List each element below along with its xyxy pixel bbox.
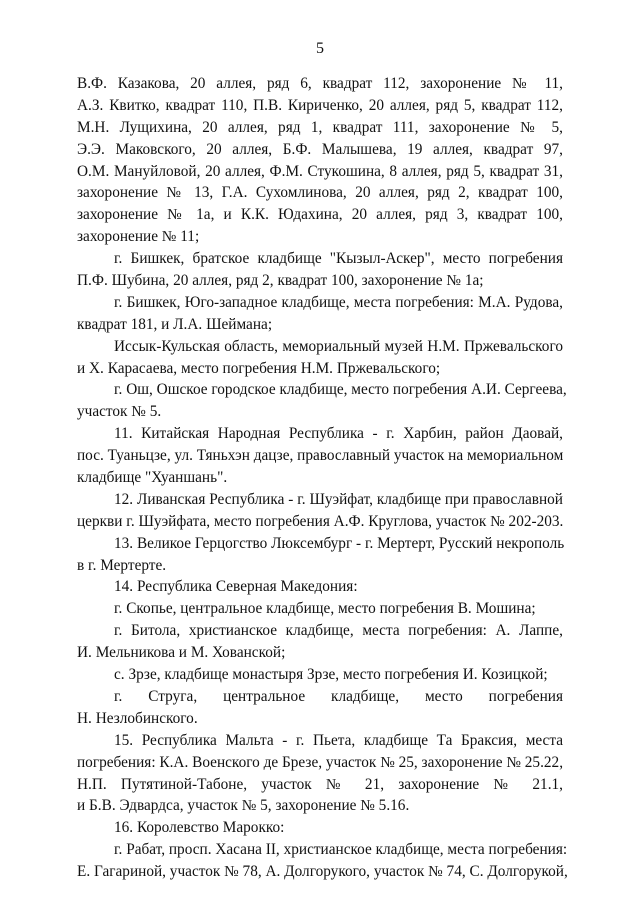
paragraph (77, 576, 563, 598)
paragraph (77, 620, 563, 664)
paragraph (77, 73, 563, 248)
text-line: с. Зрзе, кладбище монастыря Зрзе, место погребения И. Козицкой; (114, 666, 548, 684)
text-line: 16. Королевство Марокко: (114, 819, 285, 837)
paragraph (77, 598, 563, 620)
text-line: О.М. Мануйловой, 20 аллея, Ф.М. Стукошина, 8 аллея, ряд 5, квадрат 31, (77, 162, 563, 180)
text-line: церкви г. Шуэйфата, место погребения А.Ф. Круглова, участок № 202-203. (77, 512, 564, 530)
text-line: и Х. Карасаева, место погребения Н.М. Пржевальского; (77, 359, 441, 377)
text-line: П.Ф. Шубина, 20 аллея, ряд 2, квадрат 100, захоронение № 1а; (77, 272, 484, 290)
paragraph (77, 248, 563, 292)
paragraph (77, 379, 567, 423)
text-line: А.З. Квитко, квадрат 110, П.В. Кириченко, 20 аллея, ряд 5, квадрат 112, (77, 96, 563, 114)
paragraph (77, 336, 563, 380)
paragraph (77, 664, 563, 686)
text-line: в г. Мертерте. (77, 556, 167, 574)
text-line: Иссык-Кульская область, мемориальный музей Н.М. Пржевальского (114, 337, 563, 355)
text-line: г. Бишкек, Юго-западное кладбище, места погребения: М.А. Рудова, (114, 293, 563, 311)
text-line: квадрат 181, и Л.А. Шеймана; (77, 315, 273, 333)
text-line: 14. Республика Северная Македония: (114, 578, 358, 596)
text-line: г. Битола, христианское кладбище, места погребения: А. Лаппе, (114, 622, 563, 640)
text-line: участок № 5. (77, 403, 162, 421)
text-line: Е. Гагариной, участок № 78, А. Долгорукого, участок № 74, С. Долгорукой, (77, 863, 568, 881)
text-line: пос. Туаньцзе, ул. Тяньхэн дацзе, православный участок на мемориальном (77, 447, 564, 465)
text-line: и Б.В. Эдвардса, участок № 5, захоронение № 5.16. (77, 797, 410, 815)
text-line: 13. Великое Герцогство Люксембург - г. Мертерт, Русский некрополь (114, 534, 565, 552)
text-line: 12. Ливанская Республика - г. Шуэйфат, кладбище при православной (114, 490, 563, 508)
paragraph (77, 292, 563, 336)
text-line: М.Н. Лущихина, 20 аллея, ряд 1, квадрат 111, захоронение № 5, (77, 118, 563, 136)
paragraph (77, 533, 563, 577)
text-line: захоронение № 1а, и К.К. Юдахина, 20 аллея, ряд 3, квадрат 100, (77, 206, 563, 224)
paragraph (77, 423, 563, 489)
text-line: Э.Э. Маковского, 20 аллея, Б.Ф. Малышева, 19 аллея, квадрат 97, (77, 140, 563, 158)
text-line: погребения: К.А. Военского де Брезе, участок № 25, захоронение № 25.22, (77, 753, 564, 771)
text-line: захоронение № 11; (77, 228, 200, 246)
text-line: г. Скопье, центральное кладбище, место погребения В. Мошина; (114, 600, 536, 618)
text-line: кладбище "Хуаншань". (77, 469, 228, 487)
text-line: г. Ош, Ошское городское кладбище, место погребения А.И. Сергеева, (114, 381, 567, 399)
text-line: г. Бишкек, братское кладбище "Кызыл-Аскер", место погребения (114, 250, 563, 268)
paragraph (77, 686, 563, 730)
paragraph (77, 839, 568, 883)
paragraph (77, 730, 563, 818)
text-line: г. Струга, центральное кладбище, место погребения (114, 687, 563, 705)
paragraph (77, 817, 563, 839)
text-line: 11. Китайская Народная Республика - г. Харбин, район Даовай, (114, 425, 563, 443)
text-line: захоронение № 13, Г.А. Сухомлинова, 20 аллея, ряд 2, квадрат 100, (77, 184, 563, 202)
text-line: г. Рабат, просп. Хасана II, христианское кладбище, места погребения: (114, 841, 568, 859)
page-number: 5 (316, 40, 324, 57)
text-line: 15. Республика Мальта - г. Пьета, кладбище Та Браксия, места (114, 731, 563, 749)
paragraph (77, 489, 563, 533)
text-line: Н. Незлобинского. (77, 709, 198, 727)
text-line: И. Мельникова и М. Хованской; (77, 644, 286, 662)
text-line: Н.П. Путятиной-Табоне, участок № 21, захоронение № 21.1, (77, 775, 563, 793)
document-body (77, 73, 568, 883)
text-line: В.Ф. Казакова, 20 аллея, ряд 6, квадрат 112, захоронение № 11, (77, 75, 563, 92)
